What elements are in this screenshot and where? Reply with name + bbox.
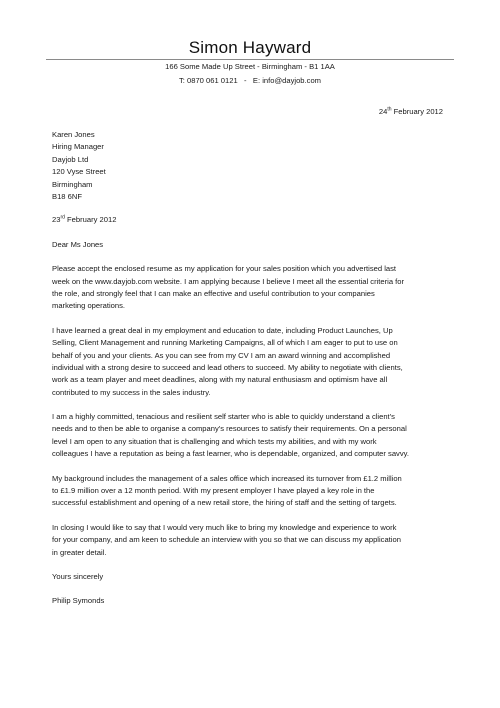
recipient-line: 120 Vyse Street: [52, 167, 106, 177]
top-date-day: 24: [378, 107, 388, 116]
top-date-suffix: th: [387, 106, 392, 113]
recipient-line: Dayjob Ltd: [52, 154, 89, 164]
paragraph-line: individual with a strong desire to succeed and lead others to succeed. My ability to negotiate with clients,: [52, 362, 403, 372]
paragraph-line: successful establishment and opening of a new retail store, the hiring of staff and the setting of targets.: [52, 498, 397, 508]
paragraph-line: needs and to then be able to organise a company's resources to satisfy their requirements. On a personal: [52, 424, 407, 434]
recipient-line: B18 6NF: [52, 191, 82, 201]
paragraph-4: [52, 473, 452, 510]
top-date-month-year: February 2012: [393, 107, 443, 116]
paragraph-line: in greater detail.: [52, 547, 107, 557]
paragraph-line: behalf of you and your clients. As you can see from my CV I am an award winning and accomplished: [52, 350, 391, 360]
paragraph-line: for your company, and am keen to schedule an interview with you so that we can discuss my application: [52, 535, 401, 545]
sender-phone: T: 0870 061 0121: [179, 75, 238, 85]
signature-name: Philip Symonds: [52, 596, 105, 606]
paragraph-2: [52, 325, 452, 399]
paragraph-line: Selling, Client Management and running Marketing Campaigns, all of which I am eager to put to use on: [52, 338, 398, 348]
sender-address: 166 Some Made Up Street - Birmingham - B1 1AA: [165, 62, 335, 71]
paragraph-3: [52, 411, 452, 461]
sender-email[interactable]: E: info@dayjob.com: [252, 75, 321, 85]
header-divider: [46, 59, 454, 60]
recipient-address: [52, 129, 452, 203]
sender-contact-line: [46, 75, 454, 88]
paragraph-line: I am a highly committed, tenacious and resilient self starter who is able to quickly understand a client's: [52, 412, 395, 422]
salutation: Dear Ms Jones: [52, 239, 104, 249]
sender-name: Simon Hayward: [188, 38, 312, 57]
paragraph-line: to £1.9 million over a 12 month period. With my present employer I have played a key role in the: [52, 486, 375, 496]
paragraph-line: I have learned a great deal in my employment and education to date, including Product Launches, Up: [52, 325, 393, 335]
recipient-line: Karen Jones: [52, 130, 95, 139]
letter-date: [52, 214, 452, 226]
paragraph-line: Please accept the enclosed resume as my application for your sales position which you advertised last: [52, 264, 397, 274]
paragraph-line: My background includes the management of a sales office which increased its turnover from £1.2 million: [52, 473, 402, 483]
letter-date-suffix: rd: [60, 214, 65, 221]
letter-date-month-year: February 2012: [67, 215, 117, 225]
paragraph-line: colleagues I have a reputation as being a fast learner, who is dependable, organized, and computer savvy.: [52, 449, 409, 459]
letter-body: [52, 129, 452, 608]
letter-date-day: 23: [52, 215, 61, 225]
recipient-line: Birmingham: [52, 179, 93, 189]
paragraph-1: [52, 263, 452, 313]
paragraph-line: the role, and strongly feel that I can make an effective and useful contribution to your companies: [52, 288, 375, 298]
paragraph-line: marketing operations.: [52, 301, 126, 311]
paragraph-line: contributed to my success in the sales industry.: [52, 387, 211, 397]
top-date: [379, 107, 443, 116]
paragraph-5: [52, 522, 452, 559]
paragraph-line: work as a team player and meet deadlines, along with my natural enthusiasm and optimism have all: [52, 375, 388, 385]
recipient-line: Hiring Manager: [52, 142, 104, 152]
paragraph-line: week on the www.dayjob.com website. I am applying because I believe I meet all the essential criteria for: [52, 276, 405, 286]
contact-separator: -: [244, 75, 247, 85]
letterhead: [46, 38, 454, 87]
paragraph-line: level I am open to any situation that is challenging and which tests my abilities, and with my work: [52, 436, 377, 446]
paragraph-line: In closing I would like to say that I would very much like to bring my knowledge and experience to work: [52, 522, 397, 532]
closing: Yours sincerely: [52, 571, 104, 581]
